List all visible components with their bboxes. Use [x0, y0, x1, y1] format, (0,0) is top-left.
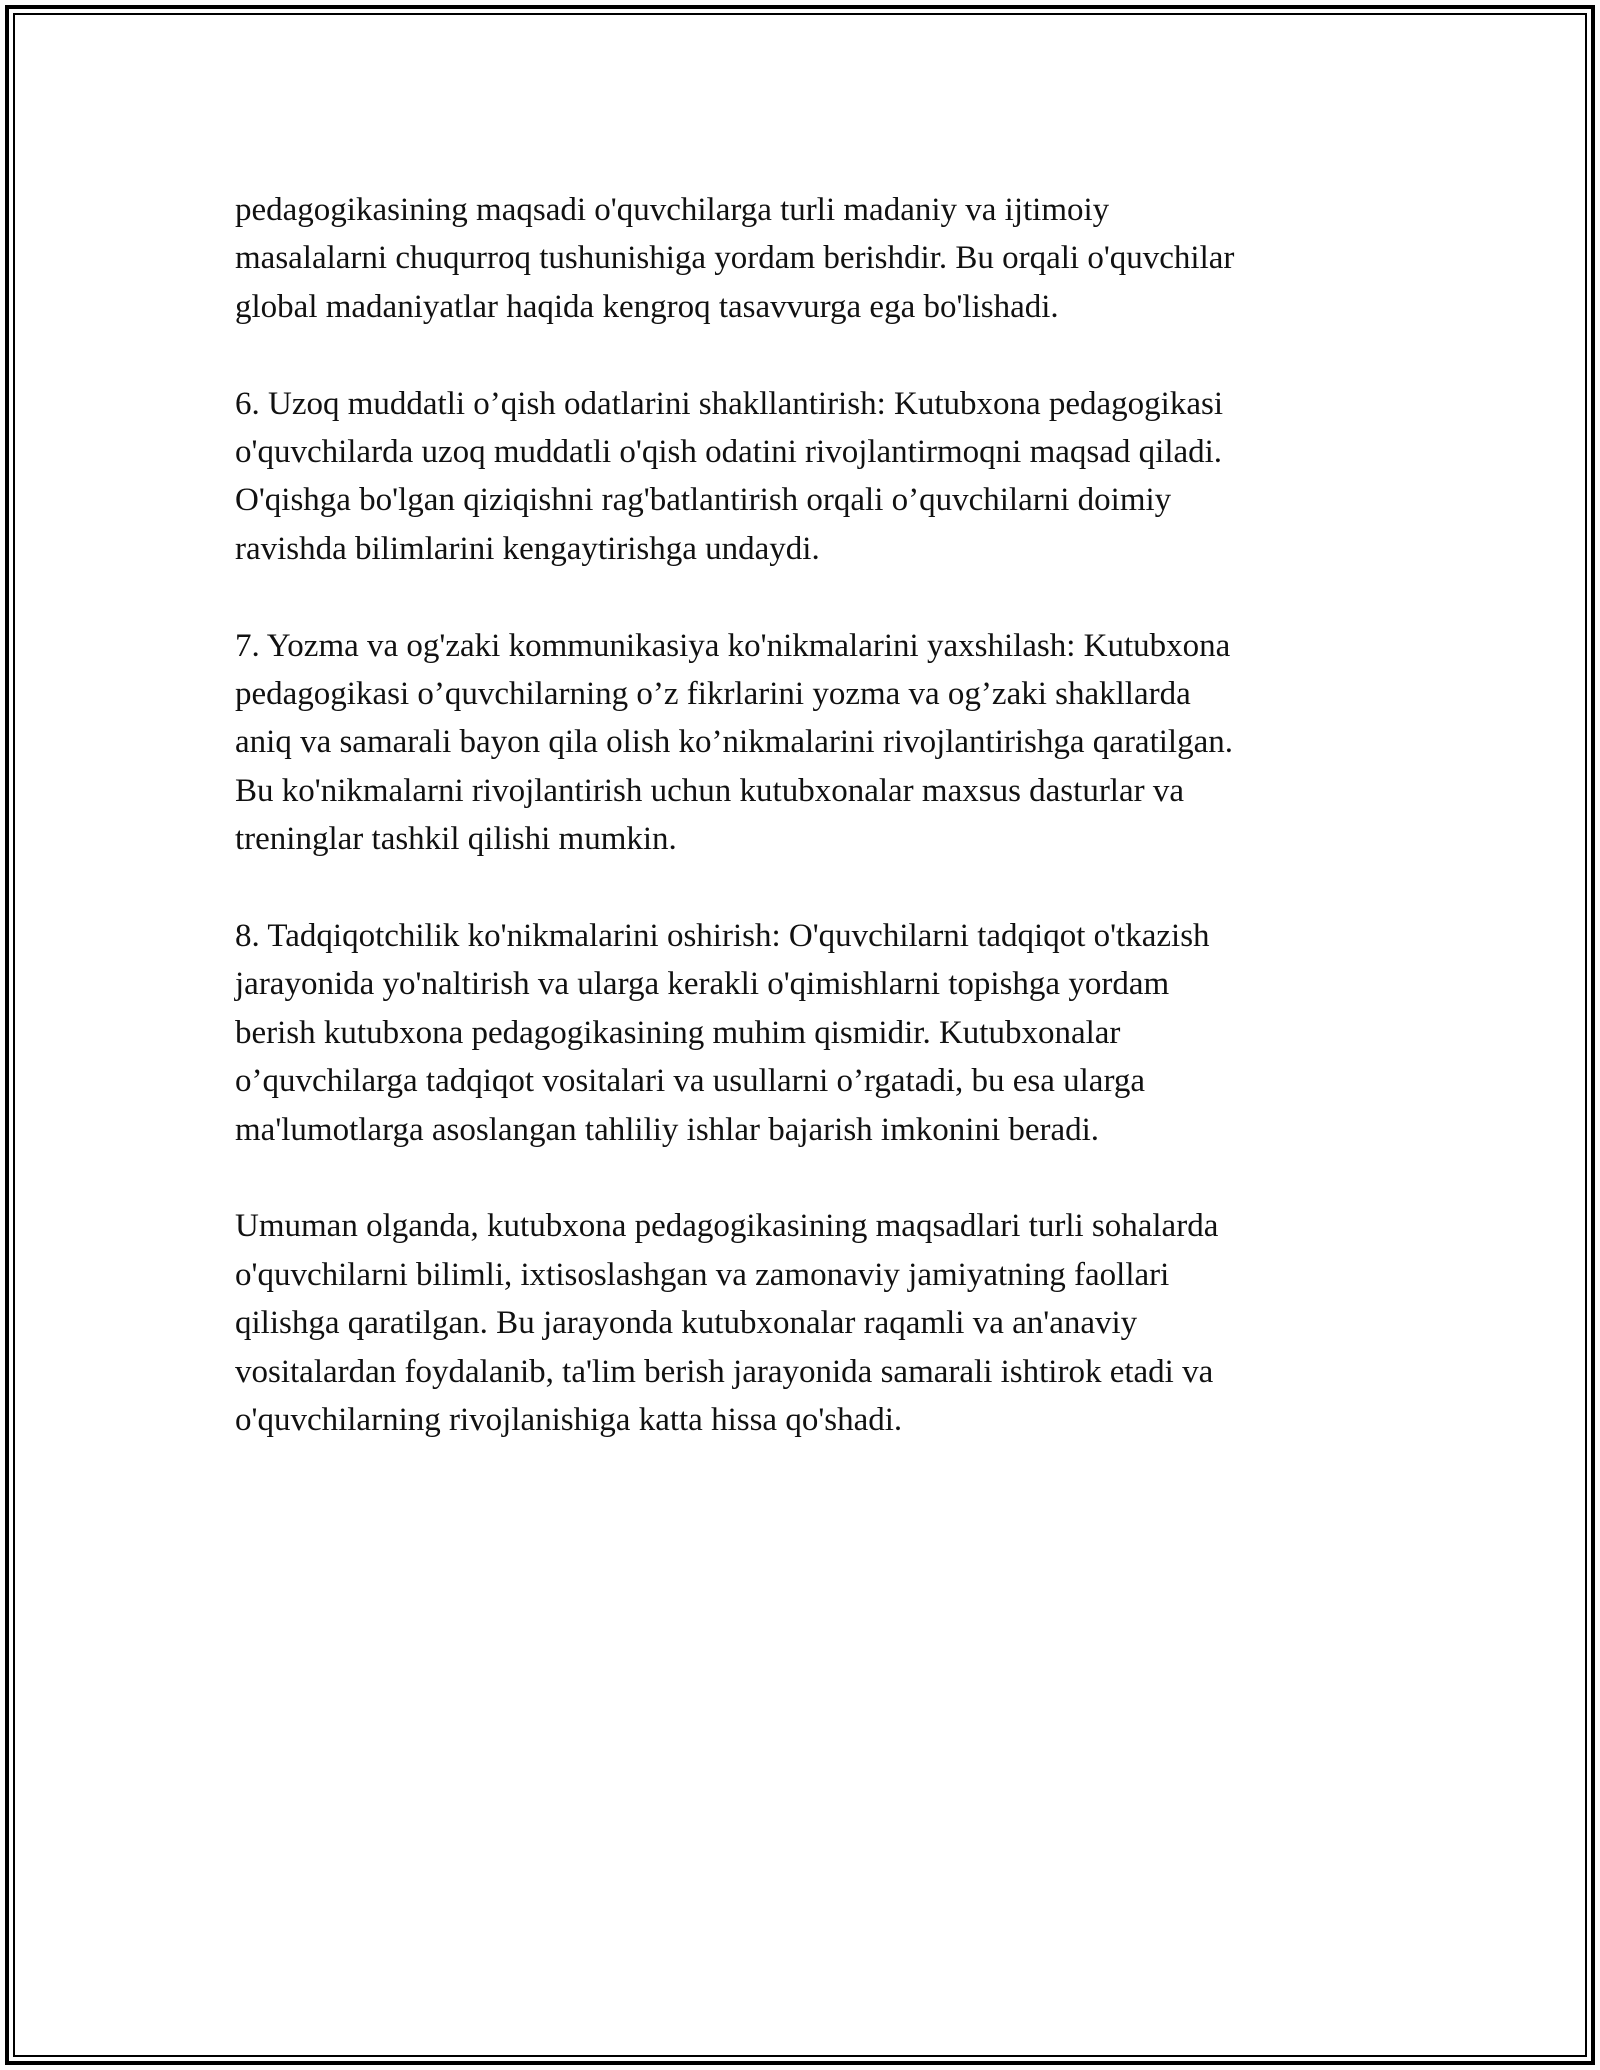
paragraph-intro-continuation: pedagogikasining maqsadi o'quvchilarga turli madaniy va ijtimoiy masalalarni chuqurroq tushunishiga yordam berishdir. Bu orqali o'quvchilar global madaniyatlar haqida kengroq tasavvurga ega bo'lishadi.	[235, 192, 1235, 325]
paragraph-conclusion: Umuman olganda, kutubxona pedagogikasining maqsadlari turli sohalarda o'quvchilarni bilimli, ixtisoslashgan va zamonaviy jamiyatning faollari qilishga qaratilgan. Bu jarayonda kutubxonalar raqamli va an'anaviy vositalardan foydalanib, ta'lim berish jarayonida samarali ishtirok etadi va o'quvchilarning rivojlanishiga katta hissa qo'shadi.	[235, 1208, 1219, 1439]
paragraph-item-6: 6. Uzoq muddatli o’qish odatlarini shakllantirish: Kutubxona pedagogikasi o'quvchilarda uzoq muddatli o'qish odatini rivojlantirmoqni maqsad qiladi. O'qishga bo'lgan qiziqishni rag'batlantirish orqali o’quvchilarni doimiy ravishda bilimlarini kengaytirishga undaydi.	[235, 385, 1224, 567]
paragraph-item-7: 7. Yozma va og'zaki kommunikasiya ko'nikmalarini yaxshilash: Kutubxona pedagogikasi o’quvchilarning o’z fikrlarini yozma va og’zaki shakllarda aniq va samarali bayon qila olish ko’nikmalarini rivojlantirishga qaratilgan. Bu ko'nikmalarni rivojlantirish uchun kutubxonalar maxsus dasturlar va treninglar tashkil qilishi mumkin.	[235, 627, 1233, 858]
document-body	[235, 186, 1385, 1493]
paragraph-item-8: 8. Tadqiqotchilik ko'nikmalarini oshirish: O'quvchilarni tadqiqot o'tkazish jarayonida yo'naltirish va ularga kerakli o'qimishlarni topishga yordam berish kutubxona pedagogikasining muhim qismidir. Kutubxonalar o’quvchilarga tadqiqot vositalari va usullarni o’rgatadi, bu esa ularga ma'lumotlarga asoslangan tahliliy ishlar bajarish imkonini beradi.	[235, 918, 1210, 1148]
